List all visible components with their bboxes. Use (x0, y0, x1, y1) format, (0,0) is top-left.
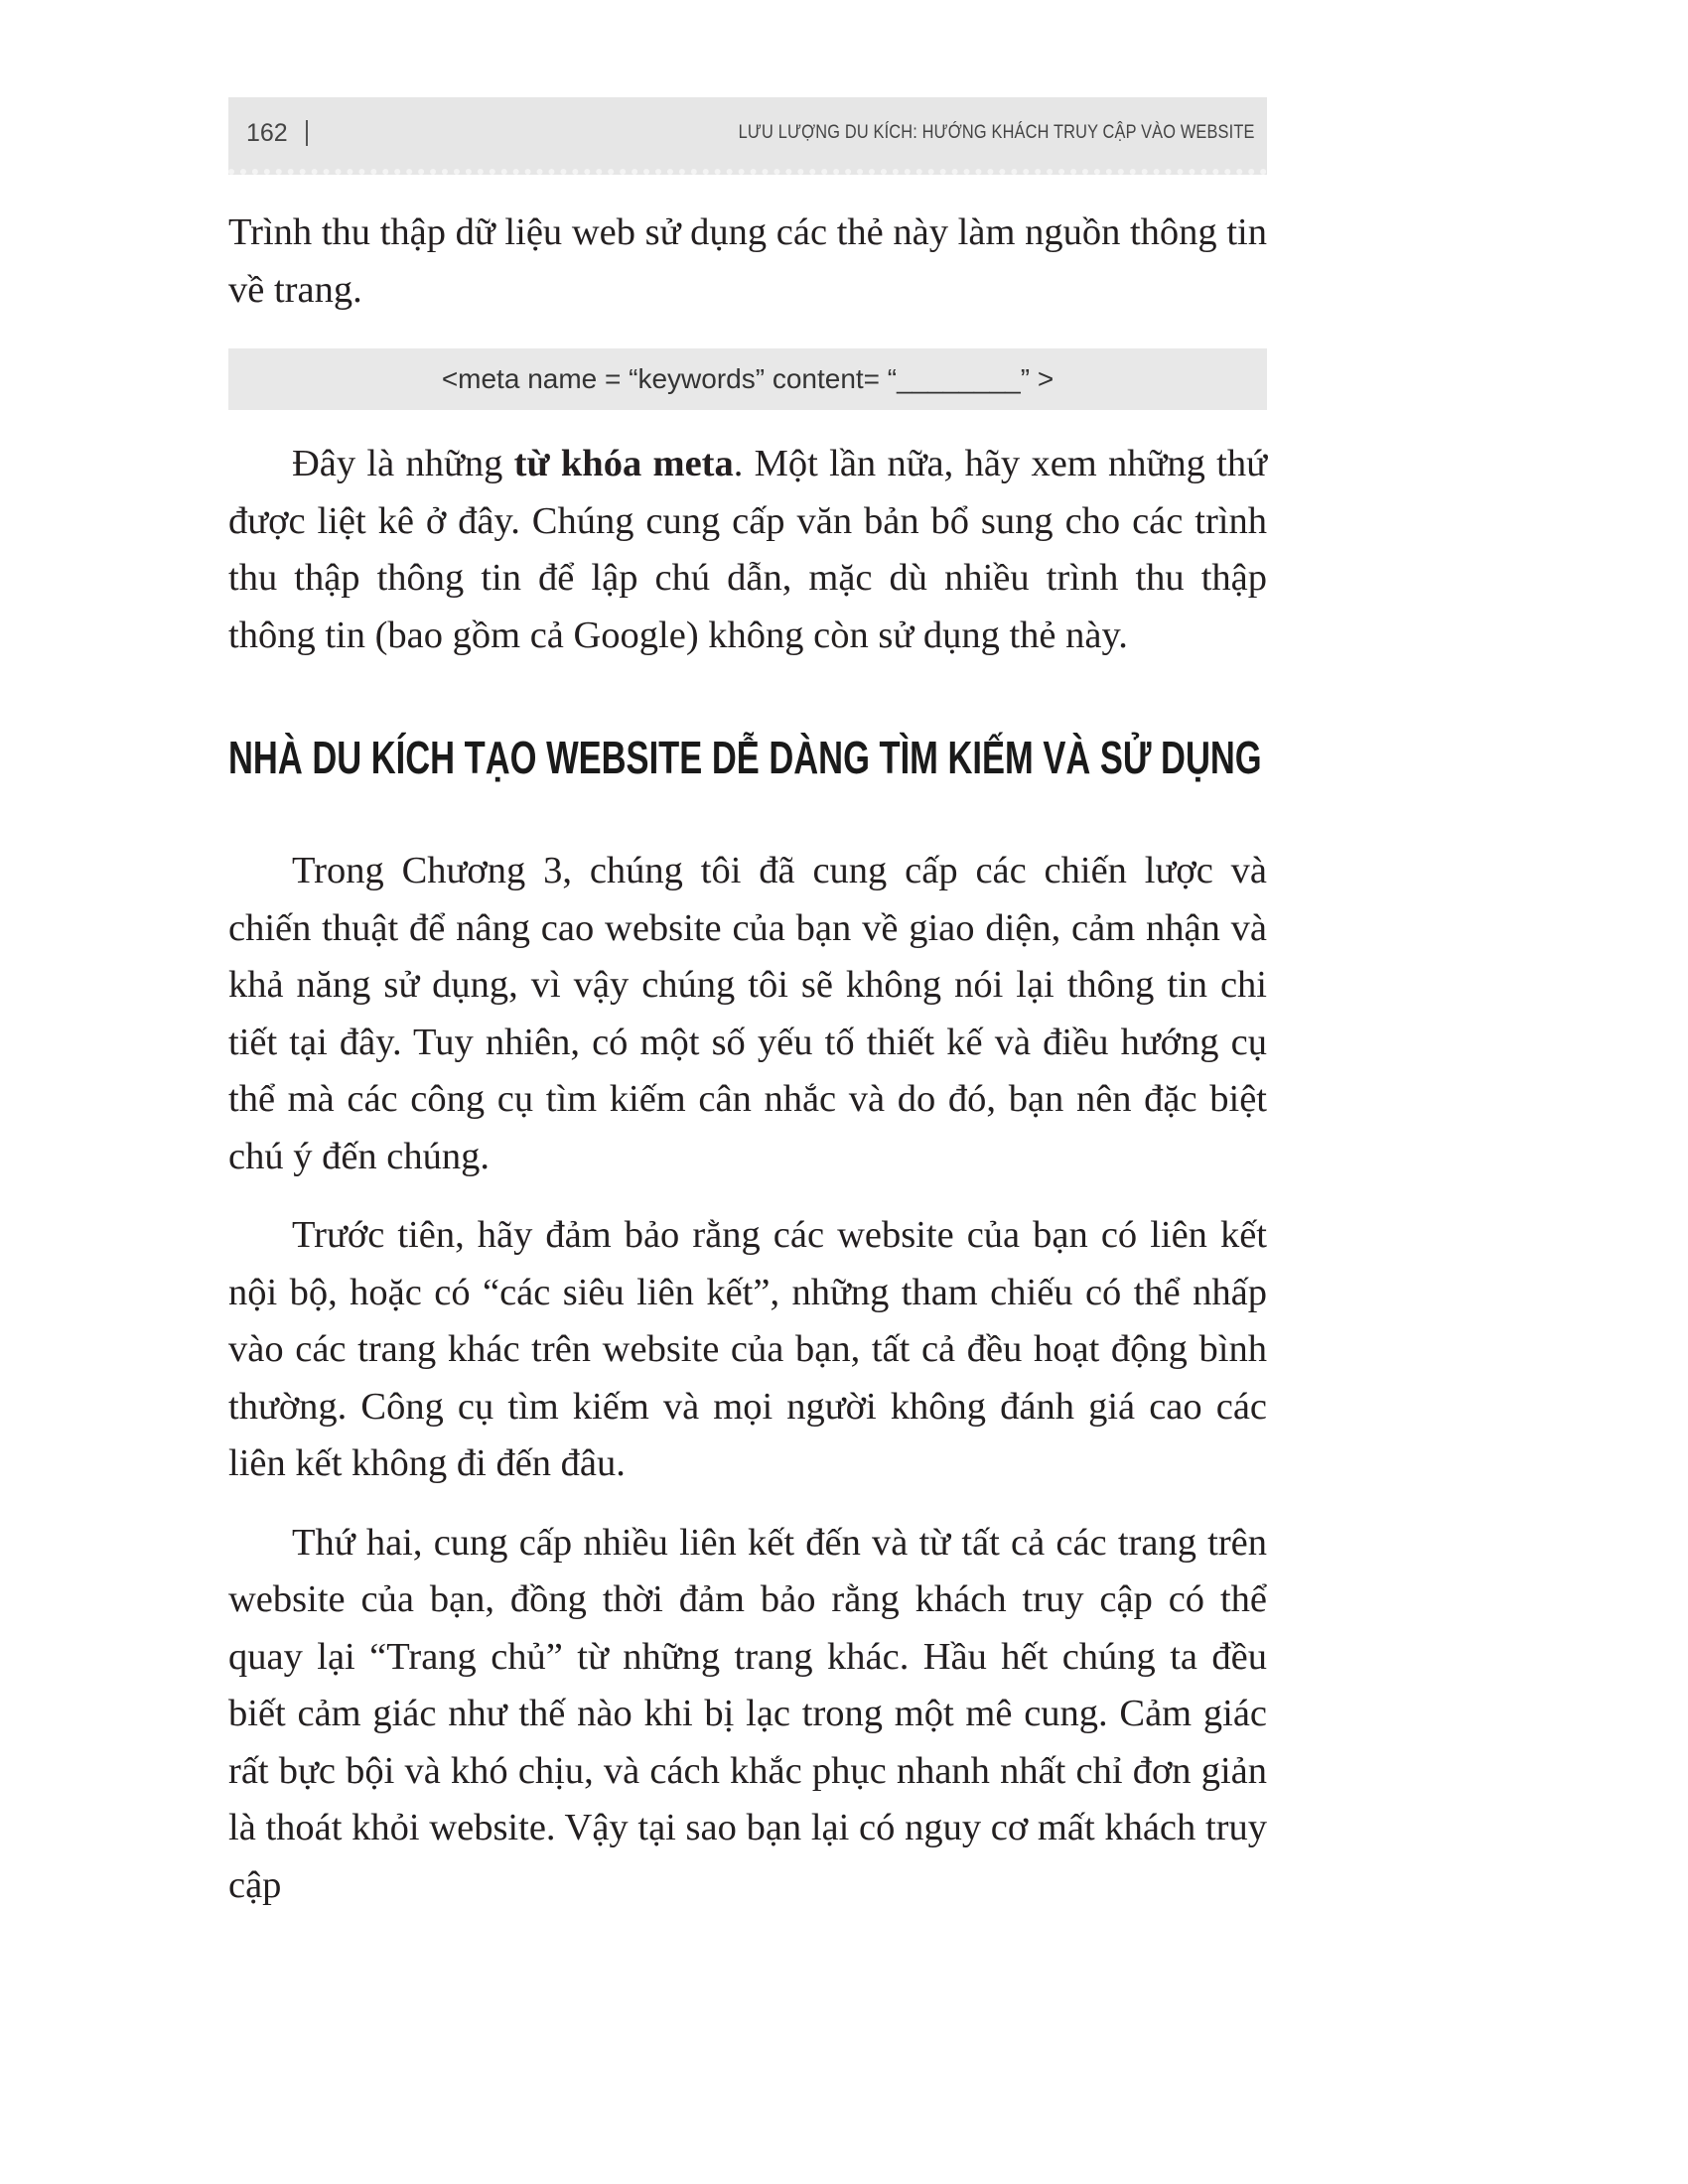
meta-paragraph-end: . Một lần nữa, hãy xem những thứ được liệt kê ở đây. Chúng cung cấp văn bản bổ sung cho các trình thu thập thông tin để lập chú dẫn, mặc dù nhiều trình thu thập thông tin (bao gồm cả Google) không còn sử dụng thẻ này. (228, 443, 1267, 656)
body-paragraph-3: Thứ hai, cung cấp nhiều liên kết đến và từ tất cả các trang trên website của bạn, đồng thời đảm bảo rằng khách truy cập có thể quay lại “Trang chủ” từ những trang khác. Hầu hết chúng ta đều biết cảm giác như thế nào khi bị lạc trong một mê cung. Cảm giác rất bực bội và khó chịu, và cách khắc phục nhanh nhất chỉ đơn giản là thoát khỏi website. Vậy tại sao bạn lại có nguy cơ mất khách truy cập (228, 1521, 1267, 1906)
code-snippet: <meta name = “keywords” content= “________” > (441, 363, 1055, 394)
page-number: 162 (246, 118, 288, 147)
intro-paragraph: Trình thu thập dữ liệu web sử dụng các thẻ này làm nguồn thông tin về trang. (228, 211, 1267, 311)
header-separator (306, 120, 308, 146)
meta-keywords-paragraph (228, 436, 1267, 664)
page-number-group (246, 119, 308, 148)
body-paragraph-2: Trước tiên, hãy đảm bảo rằng các website của bạn có liên kết nội bộ, hoặc có “các siêu liên kết”, những tham chiếu có thể nhấp vào các trang khác trên website của bạn, tất cả đều hoạt động bình thường. Công cụ tìm kiếm và mọi người không đánh giá cao các liên kết không đi đến đâu. (228, 1214, 1267, 1484)
running-header (228, 97, 1267, 175)
running-title: LƯU LƯỢNG DU KÍCH: HƯỚNG KHÁCH TRUY CẬP VÀO WEBSITE (739, 122, 1255, 143)
meta-paragraph-start: Đây là những (292, 443, 514, 484)
meta-keywords-term: từ khóa meta (513, 443, 734, 484)
section-heading: NHÀ DU KÍCH TẠO WEBSITE DỄ DÀNG TÌM KIẾM VÀ SỬ DỤNG (228, 732, 1262, 783)
body-paragraph-1: Trong Chương 3, chúng tôi đã cung cấp các chiến lược và chiến thuật để nâng cao website của bạn về giao diện, cảm nhận và khả năng sử dụng, vì vậy chúng tôi sẽ không nói lại thông tin chi tiết tại đây. Tuy nhiên, có một số yếu tố thiết kế và điều hướng cụ thể mà các công cụ tìm kiếm cân nhắc và do đó, bạn nên đặc biệt chú ý đến chúng. (228, 850, 1267, 1177)
book-page (228, 97, 1267, 1914)
code-snippet-box (228, 348, 1267, 410)
